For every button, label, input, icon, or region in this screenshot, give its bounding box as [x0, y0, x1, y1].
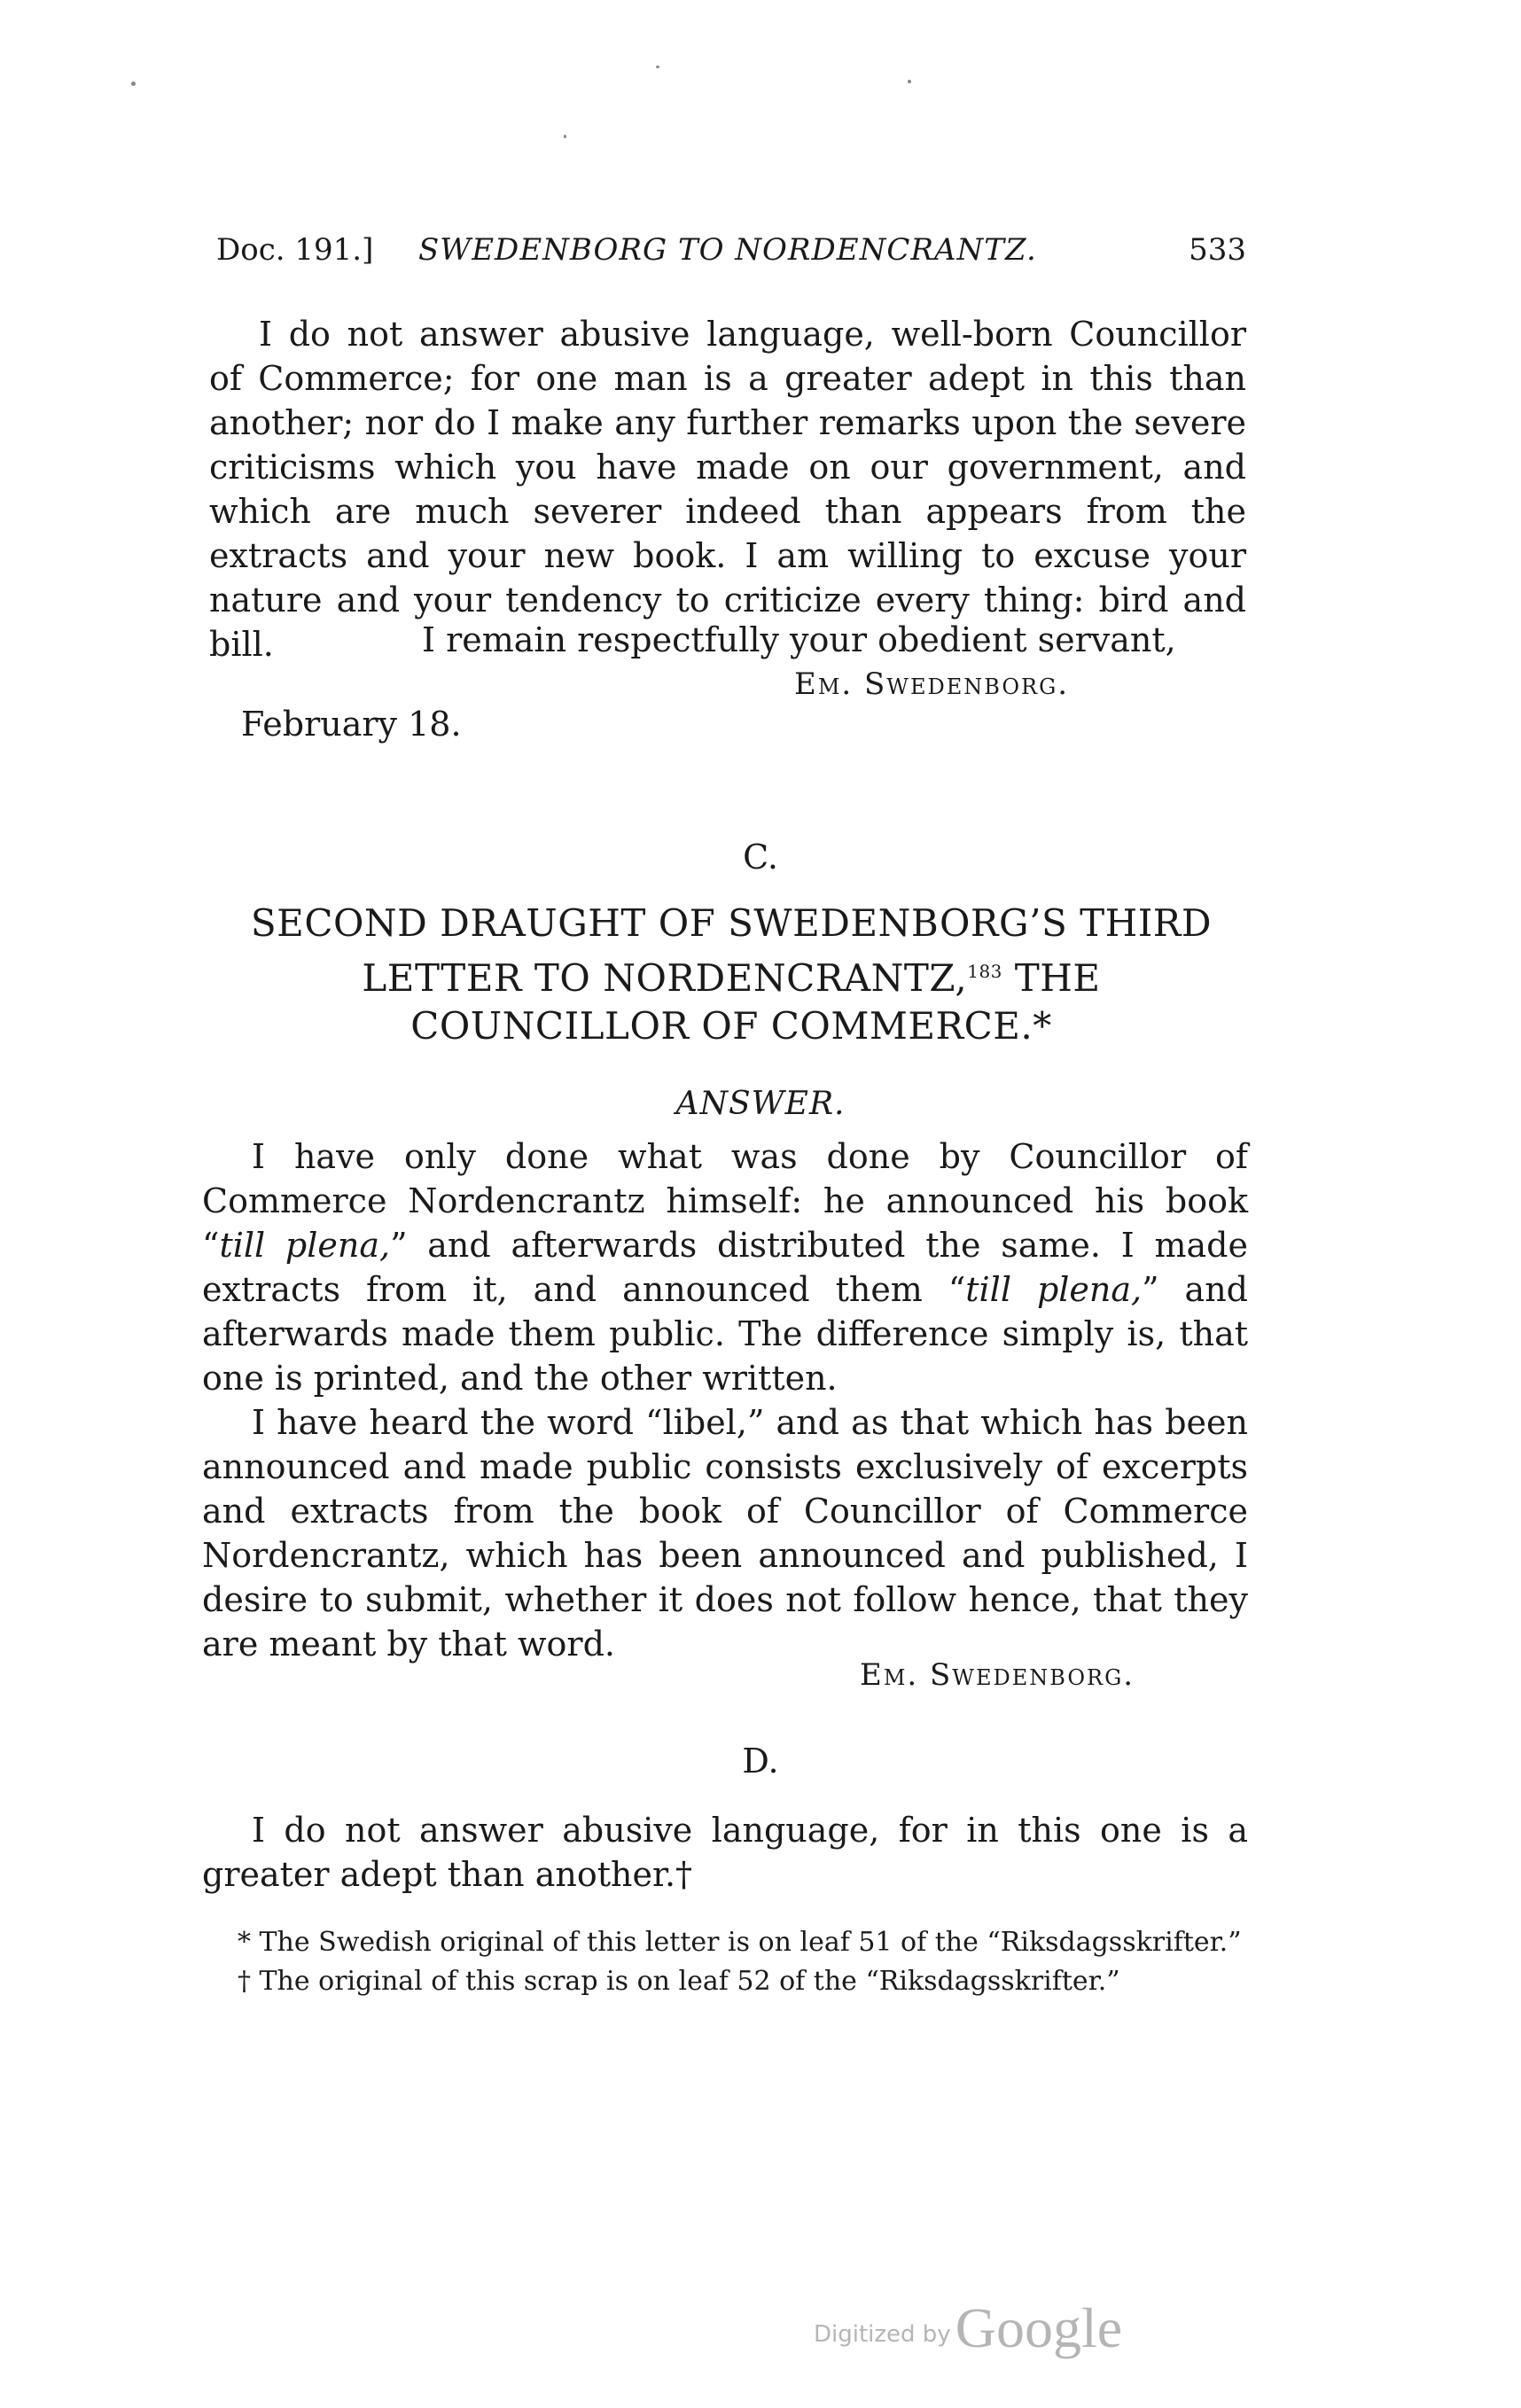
scan-speck [656, 66, 659, 68]
heading-note-ref: 183 [967, 961, 1002, 982]
heading-line-3: COUNCILLOR OF COMMERCE.* [410, 1004, 1052, 1048]
letter-b-paragraph: I do not answer abusive language, well-born Councillor of Commerce; for one man is a greater adept in this than another; nor do I make any further remarks upon the severe criticisms which you have made on our government, and which are much severer indeed than appears from the extracts and your new book. I am willing to excuse your nature and your tendency to criticize every thing: bird and bill. [209, 315, 1246, 664]
page-number: 533 [1189, 232, 1246, 268]
heading-line-1: SECOND DRAUGHT OF SWEDENBORG’S THIRD [250, 901, 1213, 945]
digitized-watermark [814, 2295, 1122, 2361]
section-c-signature: Em. Swedenborg. [860, 1657, 1135, 1693]
answer-label: ANSWER. [675, 1086, 846, 1122]
heading-line-2-b: THE [1002, 956, 1101, 1000]
section-c-heading [160, 900, 1303, 1050]
letter-b-closing: I remain respectfully your obedient servant, [422, 620, 1176, 659]
letter-b-date: February 18. [241, 705, 462, 744]
scan-speck [564, 135, 566, 138]
footnotes [202, 1923, 1248, 2001]
google-logo: Google [955, 2296, 1123, 2359]
watermark-prefix: Digitized by [814, 2321, 951, 2348]
section-c-paragraph-1 [202, 1134, 1248, 1400]
section-c-label: C. [743, 838, 778, 877]
section-d-body [202, 1808, 1248, 1897]
p1-text-b: ” and afterwards distributed the same. I made extracts from it, and announced them “ [202, 1226, 1248, 1309]
p1-italic-2: till plena, [965, 1270, 1143, 1309]
letter-b-body [209, 312, 1246, 666]
section-c-body [202, 1134, 1248, 1666]
running-title: SWEDENBORG TO NORDENCRANTZ. [418, 232, 1037, 268]
section-d-paragraph: I do not answer abusive language, for in this one is a greater adept than another.† [202, 1811, 1248, 1894]
heading-line-2-a: LETTER TO NORDENCRANTZ, [362, 956, 968, 1000]
section-c-paragraph-2: I have heard the word “libel,” and as that which has been announced and made public consists exclusively of excerpts and extracts from the book of Councillor of Commerce Nordencrantz, which has been announced and published, I desire to submit, whether it does not follow hence, that they are meant by that word. [202, 1403, 1248, 1664]
doc-reference: Doc. 191.] [216, 232, 374, 268]
heading-line-2 [160, 947, 1303, 1002]
letter-b-signature: Em. Swedenborg. [794, 666, 1070, 702]
running-header [216, 232, 1246, 285]
footnote-star: * The Swedish original of this letter is on leaf 51 of the “Riksdagsskrifter.” [238, 1927, 1242, 1958]
p1-text-a: I have only done what was done by Councillor of Commerce Nordencrantz himself: he announced his book “ [202, 1137, 1248, 1265]
scan-speck [908, 80, 911, 83]
p1-italic-1: till plena, [219, 1226, 391, 1265]
section-d-label: D. [742, 1742, 779, 1781]
scan-speck [131, 82, 136, 86]
p1-text-c: ” and afterwards made them public. The difference simply is, that one is printed, and the other written. [202, 1270, 1248, 1398]
footnote-dagger: † The original of this scrap is on leaf 52 of the “Riksdagsskrifter.” [238, 1966, 1120, 1997]
